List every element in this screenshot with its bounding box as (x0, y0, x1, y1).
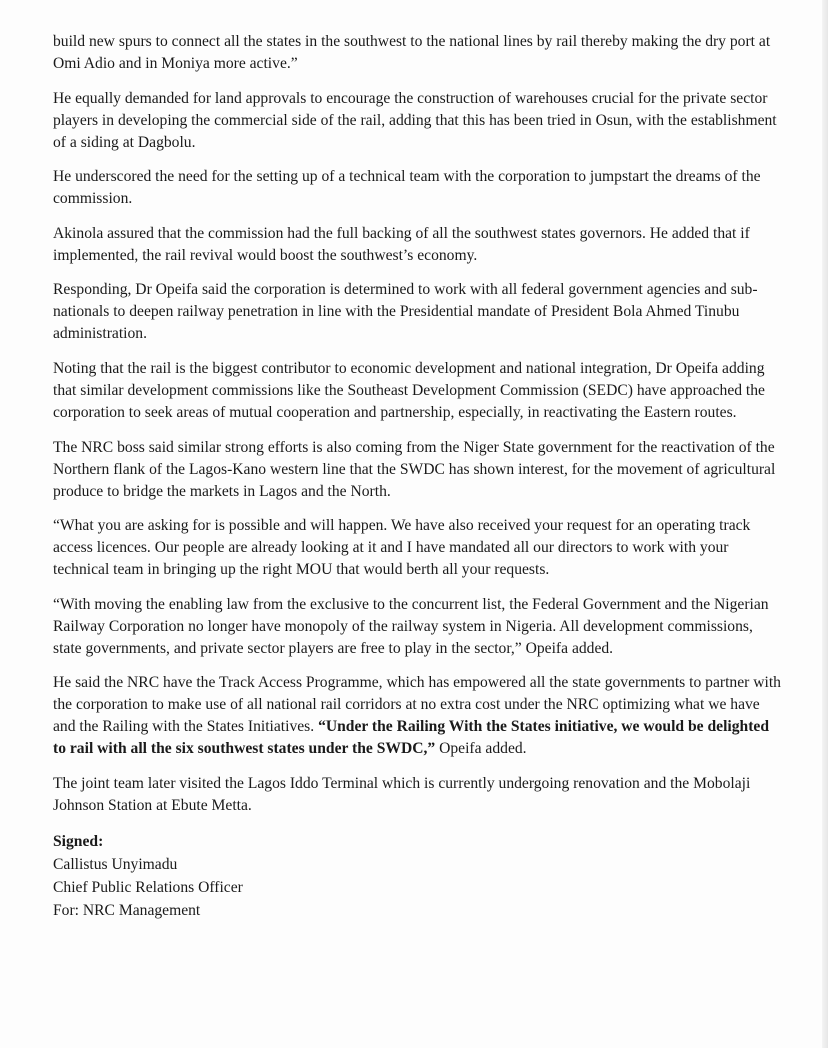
signed-label: Signed: (53, 832, 104, 850)
paragraph-2: He equally demanded for land approvals to encourage the construction of warehouses crucial for the private sector players in developing the commercial side of the rail, adding that this has been tried in Osun, with the establishment of a siding at Dagbolu. (53, 89, 777, 151)
paragraph-10-bold-quote: “Under the Railing With the States initiative, we would be delighted to rail with all the six southwest states under the SWDC,” (53, 718, 770, 758)
paragraph-9: “With moving the enabling law from the exclusive to the concurrent list, the Federal Government and the Nigerian Railway Corporation no longer have monopoly of the railway system in Nigeria. All development commissions, state governments, and private sector players are free to play in the sector,” Opeifa added. (53, 595, 769, 657)
signatory-org: For: NRC Management (53, 901, 201, 919)
paragraph-11: The joint team later visited the Lagos Iddo Terminal which is currently undergoing renovation and the Mobolaji Johnson Station at Ebute Metta. (53, 774, 751, 814)
paragraph-10-tail: Opeifa added. (435, 740, 527, 758)
paragraph-1: build new spurs to connect all the states in the southwest to the national lines by rail thereby making the dry port at Omi Adio and in Moniya more active.” (53, 33, 771, 72)
signature-block (53, 830, 783, 922)
signatory-title: Chief Public Relations Officer (53, 878, 243, 896)
paragraph-5: Responding, Dr Opeifa said the corporation is determined to work with all federal government agencies and sub-nationals to deepen railway penetration in line with the Presidential mandate of President Bola Ahmed Tinubu administration. (53, 281, 758, 343)
paragraph-10 (53, 672, 783, 760)
signatory-name: Callistus Unyimadu (53, 855, 178, 873)
paragraph-3: He underscored the need for the setting up of a technical team with the corporation to jumpstart the dreams of the commission. (53, 168, 761, 208)
paragraph-4: Akinola assured that the commission had the full backing of all the southwest states governors. He added that if implemented, the rail revival would boost the southwest’s economy. (53, 224, 750, 264)
paragraph-10-plain: He said the NRC have the Track Access Programme, which has empowered all the state governments to partner with the corporation to make use of all national rail corridors at no extra cost under the NRC optimizing what we have and the Railing with the States Initiatives. (53, 674, 781, 736)
paragraph-6: Noting that the rail is the biggest contributor to economic development and national integration, Dr Opeifa adding that similar development commissions like the Southeast Development Commission (SEDC) have approached the corporation to seek areas of mutual cooperation and partnership, especially, in reactivating the Eastern routes. (53, 359, 765, 421)
paragraph-7: The NRC boss said similar strong efforts is also coming from the Niger State government for the reactivation of the Northern flank of the Lagos-Kano western line that the SWDC has shown interest, for the movement of agricultural produce to bridge the markets in Lagos and the North. (53, 438, 776, 500)
document-body (53, 31, 783, 922)
page-edge-shadow (822, 0, 828, 1048)
paragraph-8: “What you are asking for is possible and will happen. We have also received your request for an operating track access licences. Our people are already looking at it and I have mandated all our directors to work with your technical team in bringing up the right MOU that would berth all your requests. (53, 517, 751, 579)
